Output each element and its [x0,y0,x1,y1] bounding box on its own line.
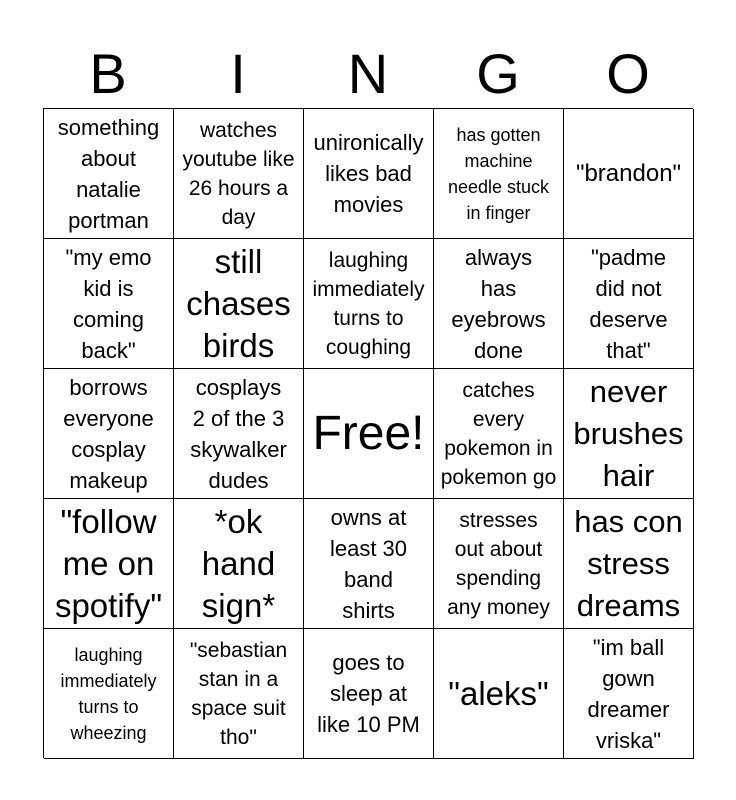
bingo-cell[interactable]: catches every pokemon in pokemon go [434,369,564,499]
title-letter-i: I [230,42,246,105]
bingo-cell[interactable]: something about natalie portman [44,109,174,239]
bingo-cell[interactable]: still chases birds [174,239,304,369]
bingo-cell[interactable]: "brandon" [564,109,694,239]
bingo-cell[interactable]: laughing immediately turns to wheezing [44,629,174,759]
bingo-cell[interactable]: never brushes hair [564,369,694,499]
bingo-cell[interactable]: "aleks" [434,629,564,759]
bingo-cell[interactable]: always has eyebrows done [434,239,564,369]
bingo-cell[interactable]: has gotten machine needle stuck in finger [434,109,564,239]
bingo-cell[interactable]: cosplays 2 of the 3 skywalker dudes [174,369,304,499]
bingo-cell[interactable]: has con stress dreams [564,499,694,629]
bingo-cell[interactable]: "sebastian stan in a space suit tho" [174,629,304,759]
bingo-cell[interactable]: "im ball gown dreamer vriska" [564,629,694,759]
bingo-cell[interactable]: owns at least 30 band shirts [304,499,434,629]
title-letter-o: O [606,42,650,105]
bingo-cell[interactable]: "my emo kid is coming back" [44,239,174,369]
title-letter-b: B [89,42,127,105]
bingo-title [43,40,693,108]
title-letter-n: N [347,42,389,105]
bingo-cell[interactable]: *ok hand sign* [174,499,304,629]
bingo-cell[interactable]: goes to sleep at like 10 PM [304,629,434,759]
bingo-cell[interactable]: laughing immediately turns to coughing [304,239,434,369]
bingo-cell[interactable]: unironically likes bad movies [304,109,434,239]
free-space[interactable]: Free! [304,369,434,499]
bingo-cell[interactable]: "padme did not deserve that" [564,239,694,369]
bingo-cell[interactable]: watches youtube like 26 hours a day [174,109,304,239]
bingo-cell[interactable]: borrows everyone cosplay makeup [44,369,174,499]
title-letter-g: G [476,42,520,105]
bingo-board [43,108,693,758]
bingo-cell[interactable]: stresses out about spending any money [434,499,564,629]
bingo-cell[interactable]: "follow me on spotify" [44,499,174,629]
